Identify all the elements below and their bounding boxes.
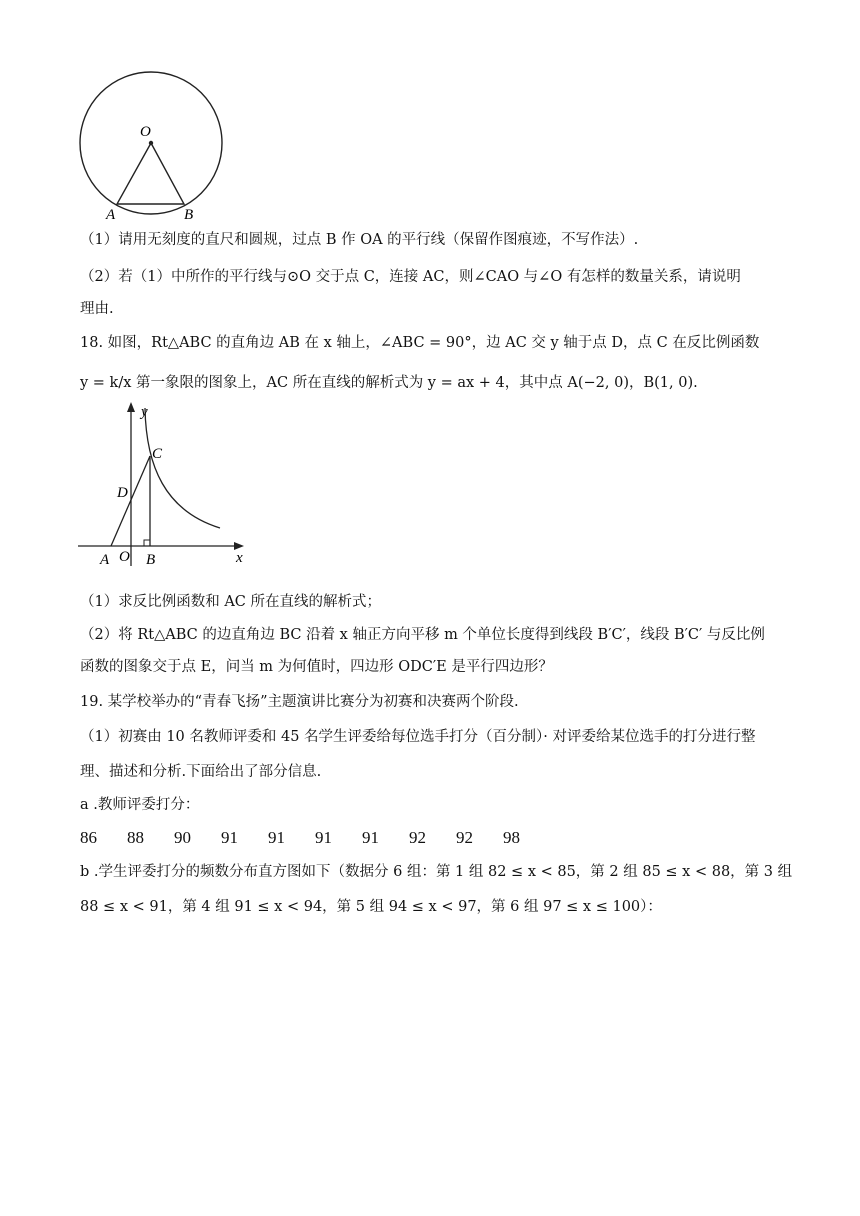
label-o: O	[140, 124, 151, 140]
q19-intro: 19. 某学校举办的“青春飞扬”主题演讲比赛分为初赛和决赛两个阶段.	[80, 694, 519, 710]
label-y: y	[141, 404, 148, 420]
teacher-scores-row	[80, 828, 520, 848]
q17-part2-line2: 理由.	[80, 301, 114, 317]
right-angle-mark	[144, 540, 150, 546]
teacher-score: 91	[315, 828, 332, 847]
q19-b-line2: 88 ≤ x < 91，第 4 组 91 ≤ x < 94，第 5 组 94 ≤ x < 97，第 6 组 97 ≤ x ≤ 100）：	[80, 899, 662, 915]
y-axis-arrow	[127, 402, 135, 412]
q19-part1-line1: （1）初赛由 10 名教师评委和 45 名学生评委给每位选手打分（百分制）· 对评委给某位选手的打分进行整	[80, 729, 756, 745]
x-axis-arrow	[234, 542, 244, 550]
triangle-oab	[117, 143, 184, 204]
q19-b-line1: b .学生评委打分的频数分布直方图如下（数据分 6 组：第 1 组 82 ≤ x < 85，第 2 组 85 ≤ x < 88，第 3 组	[80, 864, 793, 880]
teacher-score: 92	[409, 828, 426, 847]
q18-intro-line2: y = k/x 第一象限的图象上，AC 所在直线的解析式为 y = ax + 4，其中点 A(−2, 0)，B(1, 0).	[80, 375, 698, 391]
teacher-score: 92	[456, 828, 473, 847]
q19-part1-line2: 理、描述和分析.下面给出了部分信息.	[80, 764, 322, 780]
label-a: A	[106, 207, 116, 223]
label-x: x	[236, 550, 243, 566]
circle-figure	[70, 60, 230, 230]
q18-part1: （1）求反比例函数和 AC 所在直线的解析式；	[80, 594, 382, 610]
q18-part2-line2: 函数的图象交于点 E，问当 m 为何值时，四边形 ODC′E 是平行四边形？	[80, 659, 553, 675]
label-a: A	[100, 552, 110, 568]
teacher-score: 91	[362, 828, 379, 847]
q17-part2-line1: （2）若（1）中所作的平行线与⊙O 交于点 C，连接 AC，则∠CAO 与∠O 有怎样的数量关系，请说明	[80, 269, 741, 285]
label-c: C	[152, 446, 163, 462]
teacher-score: 86	[80, 828, 97, 847]
teacher-score: 88	[127, 828, 144, 847]
hyperbola-curve	[145, 408, 220, 528]
q19-a-label: a .教师评委打分：	[80, 797, 200, 813]
label-o: O	[119, 549, 130, 565]
q18-intro-line1: 18. 如图，Rt△ABC 的直角边 AB 在 x 轴上，∠ABC = 90°，边 AC 交 y 轴于点 D，点 C 在反比例函数	[80, 335, 760, 351]
teacher-score: 98	[503, 828, 520, 847]
teacher-score: 91	[221, 828, 238, 847]
q17-part1: （1）请用无刻度的直尺和圆规，过点 B 作 OA 的平行线（保留作图痕迹，不写作法）.	[80, 232, 639, 248]
label-b: B	[146, 552, 156, 568]
label-d: D	[117, 485, 128, 501]
coordinate-figure	[70, 396, 260, 576]
teacher-score: 91	[268, 828, 285, 847]
center-point-o	[149, 141, 153, 145]
q18-part2-line1: （2）将 Rt△ABC 的边直角边 BC 沿着 x 轴正方向平移 m 个单位长度得到线段 B′C′，线段 B′C′ 与反比例	[80, 627, 765, 643]
label-b: B	[184, 207, 194, 223]
teacher-score: 90	[174, 828, 191, 847]
